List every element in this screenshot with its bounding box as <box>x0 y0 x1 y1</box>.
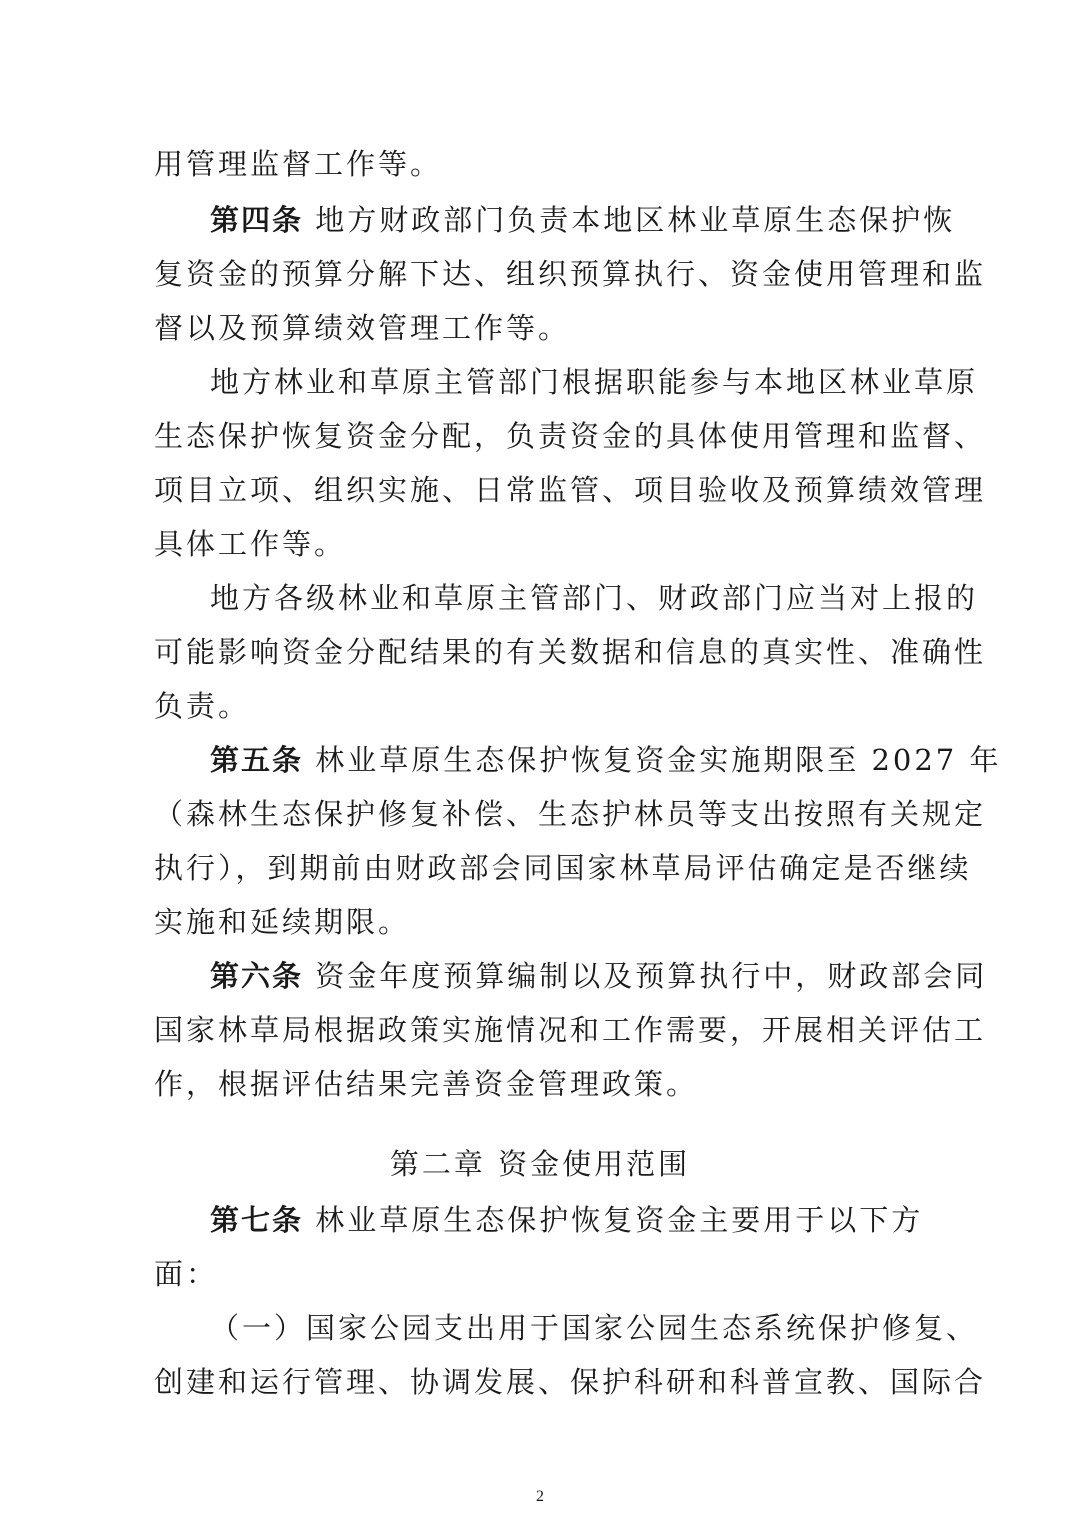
body-line: 地方各级林业和草原主管部门、财政部门应当对上报的 <box>210 581 979 615</box>
article-heading-6: 第六条 <box>210 959 304 993</box>
body-line: 实施和延续期限。 <box>154 905 411 939</box>
article-heading-4: 第四条 <box>210 203 304 237</box>
body-line: 第四条 地方财政部门负责本地区林业草原生态保护恢 <box>210 203 956 237</box>
body-line: 负责。 <box>154 689 251 723</box>
body-line: 复资金的预算分解下达、组织预算执行、资金使用管理和监 <box>154 257 987 291</box>
body-line: 生态保护恢复资金分配，负责资金的具体使用管理和监督、 <box>154 419 987 453</box>
body-line: 第六条 资金年度预算编制以及预算执行中，财政部会同 <box>210 959 988 993</box>
chapter-heading: 第二章 资金使用范围 <box>389 1147 691 1181</box>
body-line: 创建和运行管理、协调发展、保护科研和科普宣教、国际合 <box>154 1365 987 1399</box>
body-line: 作，根据评估结果完善资金管理政策。 <box>154 1067 699 1101</box>
body-line: 执行），到期前由财政部会同国家林草局评估确定是否继续 <box>154 851 972 885</box>
body-line: 地方林业和草原主管部门根据职能参与本地区林业草原 <box>210 365 979 399</box>
article-heading-5: 第五条 <box>210 743 304 777</box>
body-line: 第七条 林业草原生态保护恢复资金主要用于以下方 <box>210 1203 924 1237</box>
body-line: 督以及预算绩效管理工作等。 <box>154 311 571 345</box>
body-line: （森林生态保护修复补偿、生态护林员等支出按照有关规定 <box>154 797 987 831</box>
body-line: 面： <box>154 1257 219 1291</box>
body-line: 具体工作等。 <box>154 527 347 561</box>
body-line: 国家林草局根据政策实施情况和工作需要，开展相关评估工 <box>154 1013 987 1047</box>
page-number: 2 <box>536 1488 544 1505</box>
article-heading-7: 第七条 <box>210 1203 304 1237</box>
body-line: 可能影响资金分配结果的有关数据和信息的真实性、准确性 <box>154 635 987 669</box>
body-line: 用管理监督工作等。 <box>154 147 443 181</box>
body-line: 第五条 林业草原生态保护恢复资金实施期限至 2027 年 <box>210 743 1002 777</box>
body-line: 项目立项、组织实施、日常监管、项目验收及预算绩效管理 <box>154 473 987 507</box>
body-line: （一）国家公园支出用于国家公园生态系统保护修复、 <box>210 1311 979 1345</box>
